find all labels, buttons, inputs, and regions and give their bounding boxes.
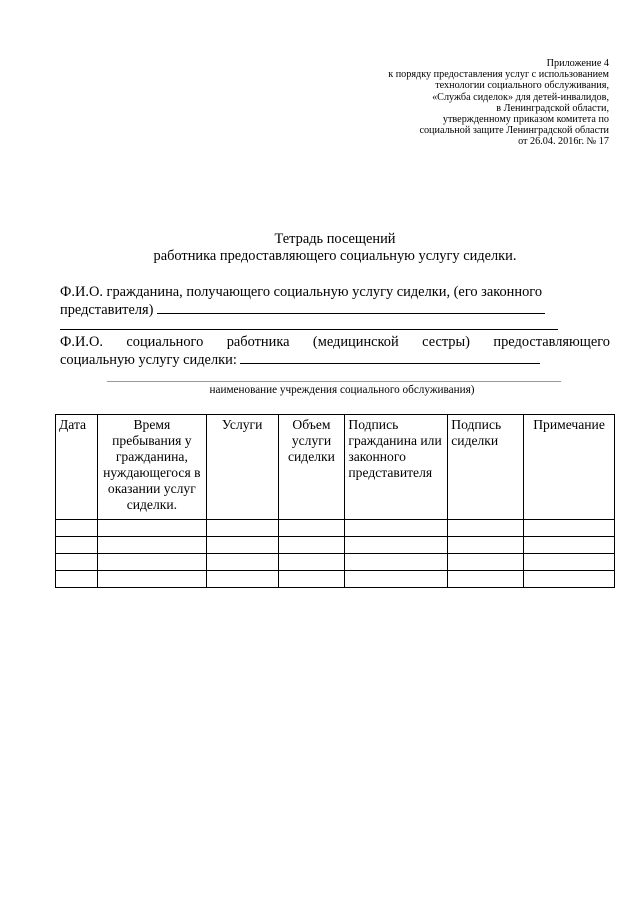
appendix-line: «Служба сиделок» для детей-инвалидов,	[432, 91, 609, 103]
table-cell[interactable]	[524, 537, 615, 554]
appendix-line: утвержденному приказом комитета по	[442, 114, 609, 126]
worker-name-field	[60, 333, 610, 369]
table-cell[interactable]	[345, 537, 448, 554]
appendix-line: технологии социального обслуживания,	[435, 80, 609, 92]
column-header-date: Дата	[56, 415, 98, 520]
worker-label-word: работника	[226, 334, 290, 350]
table-cell[interactable]	[206, 571, 278, 588]
table-cell[interactable]	[524, 520, 615, 537]
table-cell[interactable]	[278, 520, 345, 537]
document-subtitle: работника предоставляющего социальную услугу сиделки.	[153, 248, 517, 264]
table-cell[interactable]	[524, 571, 615, 588]
table-cell[interactable]	[97, 520, 206, 537]
table-cell[interactable]	[448, 520, 524, 537]
document-title: Тетрадь посещений	[274, 231, 396, 247]
citizen-label-cont: представителя)	[60, 302, 154, 318]
citizen-fill-line[interactable]	[157, 301, 545, 314]
table-cell[interactable]	[278, 554, 345, 571]
worker-label-word: (медицинской	[312, 334, 399, 350]
table-cell[interactable]	[56, 571, 98, 588]
table-cell[interactable]	[56, 554, 98, 571]
appendix-line: Приложение 4	[546, 58, 609, 69]
table-cell[interactable]	[56, 537, 98, 554]
institution-caption: наименование учреждения социального обслуживания)	[209, 384, 475, 396]
table-cell[interactable]	[345, 520, 448, 537]
table-cell[interactable]	[448, 554, 524, 571]
citizen-fill-line-2[interactable]	[60, 329, 558, 330]
table-cell[interactable]	[345, 571, 448, 588]
appendix-line: социальной защите Ленинградской области	[419, 125, 609, 137]
table-cell[interactable]	[345, 554, 448, 571]
table-cell[interactable]	[278, 571, 345, 588]
table-cell[interactable]	[278, 537, 345, 554]
table-cell[interactable]	[206, 537, 278, 554]
worker-label-word: сестры)	[422, 334, 470, 350]
worker-label-word: предоставляющего	[493, 334, 610, 350]
worker-label-cont: социальную услугу сиделки:	[60, 352, 237, 368]
table-cell[interactable]	[97, 571, 206, 588]
citizen-name-field	[60, 283, 610, 319]
column-header-volume: Объем услуги сиделки	[278, 415, 345, 520]
worker-label-word: Ф.И.О.	[60, 334, 103, 350]
table-cell[interactable]	[206, 554, 278, 571]
appendix-block	[309, 58, 609, 148]
appendix-line: к порядку предоставления услуг с использованием	[388, 69, 609, 81]
table-cell[interactable]	[97, 537, 206, 554]
visits-table	[55, 414, 615, 588]
table-cell[interactable]	[448, 537, 524, 554]
worker-label-word: социального	[126, 334, 204, 350]
appendix-line: в Ленинградской области,	[496, 102, 609, 114]
table-cell[interactable]	[448, 571, 524, 588]
table-row	[56, 554, 615, 571]
table-row	[56, 537, 615, 554]
appendix-line: от 26.04. 2016г. № 17	[518, 136, 609, 148]
worker-fill-line[interactable]	[240, 351, 540, 364]
column-header-time: Время пребывания у гражданина, нуждающегося в оказании услуг сиделки.	[97, 415, 206, 520]
table-cell[interactable]	[56, 520, 98, 537]
table-cell[interactable]	[206, 520, 278, 537]
table-row	[56, 571, 615, 588]
table-row	[56, 520, 615, 537]
column-header-caregiver-signature: Подпись сиделки	[448, 415, 524, 520]
table-cell[interactable]	[524, 554, 615, 571]
citizen-label: Ф.И.О. гражданина, получающего социальную услугу сиделки, (его законного	[60, 284, 543, 300]
column-header-note: Примечание	[524, 415, 615, 520]
column-header-services: Услуги	[206, 415, 278, 520]
institution-fill-line[interactable]	[107, 381, 561, 382]
table-header-row	[56, 415, 615, 520]
column-header-citizen-signature: Подпись гражданина или законного представителя	[345, 415, 448, 520]
table-cell[interactable]	[97, 554, 206, 571]
